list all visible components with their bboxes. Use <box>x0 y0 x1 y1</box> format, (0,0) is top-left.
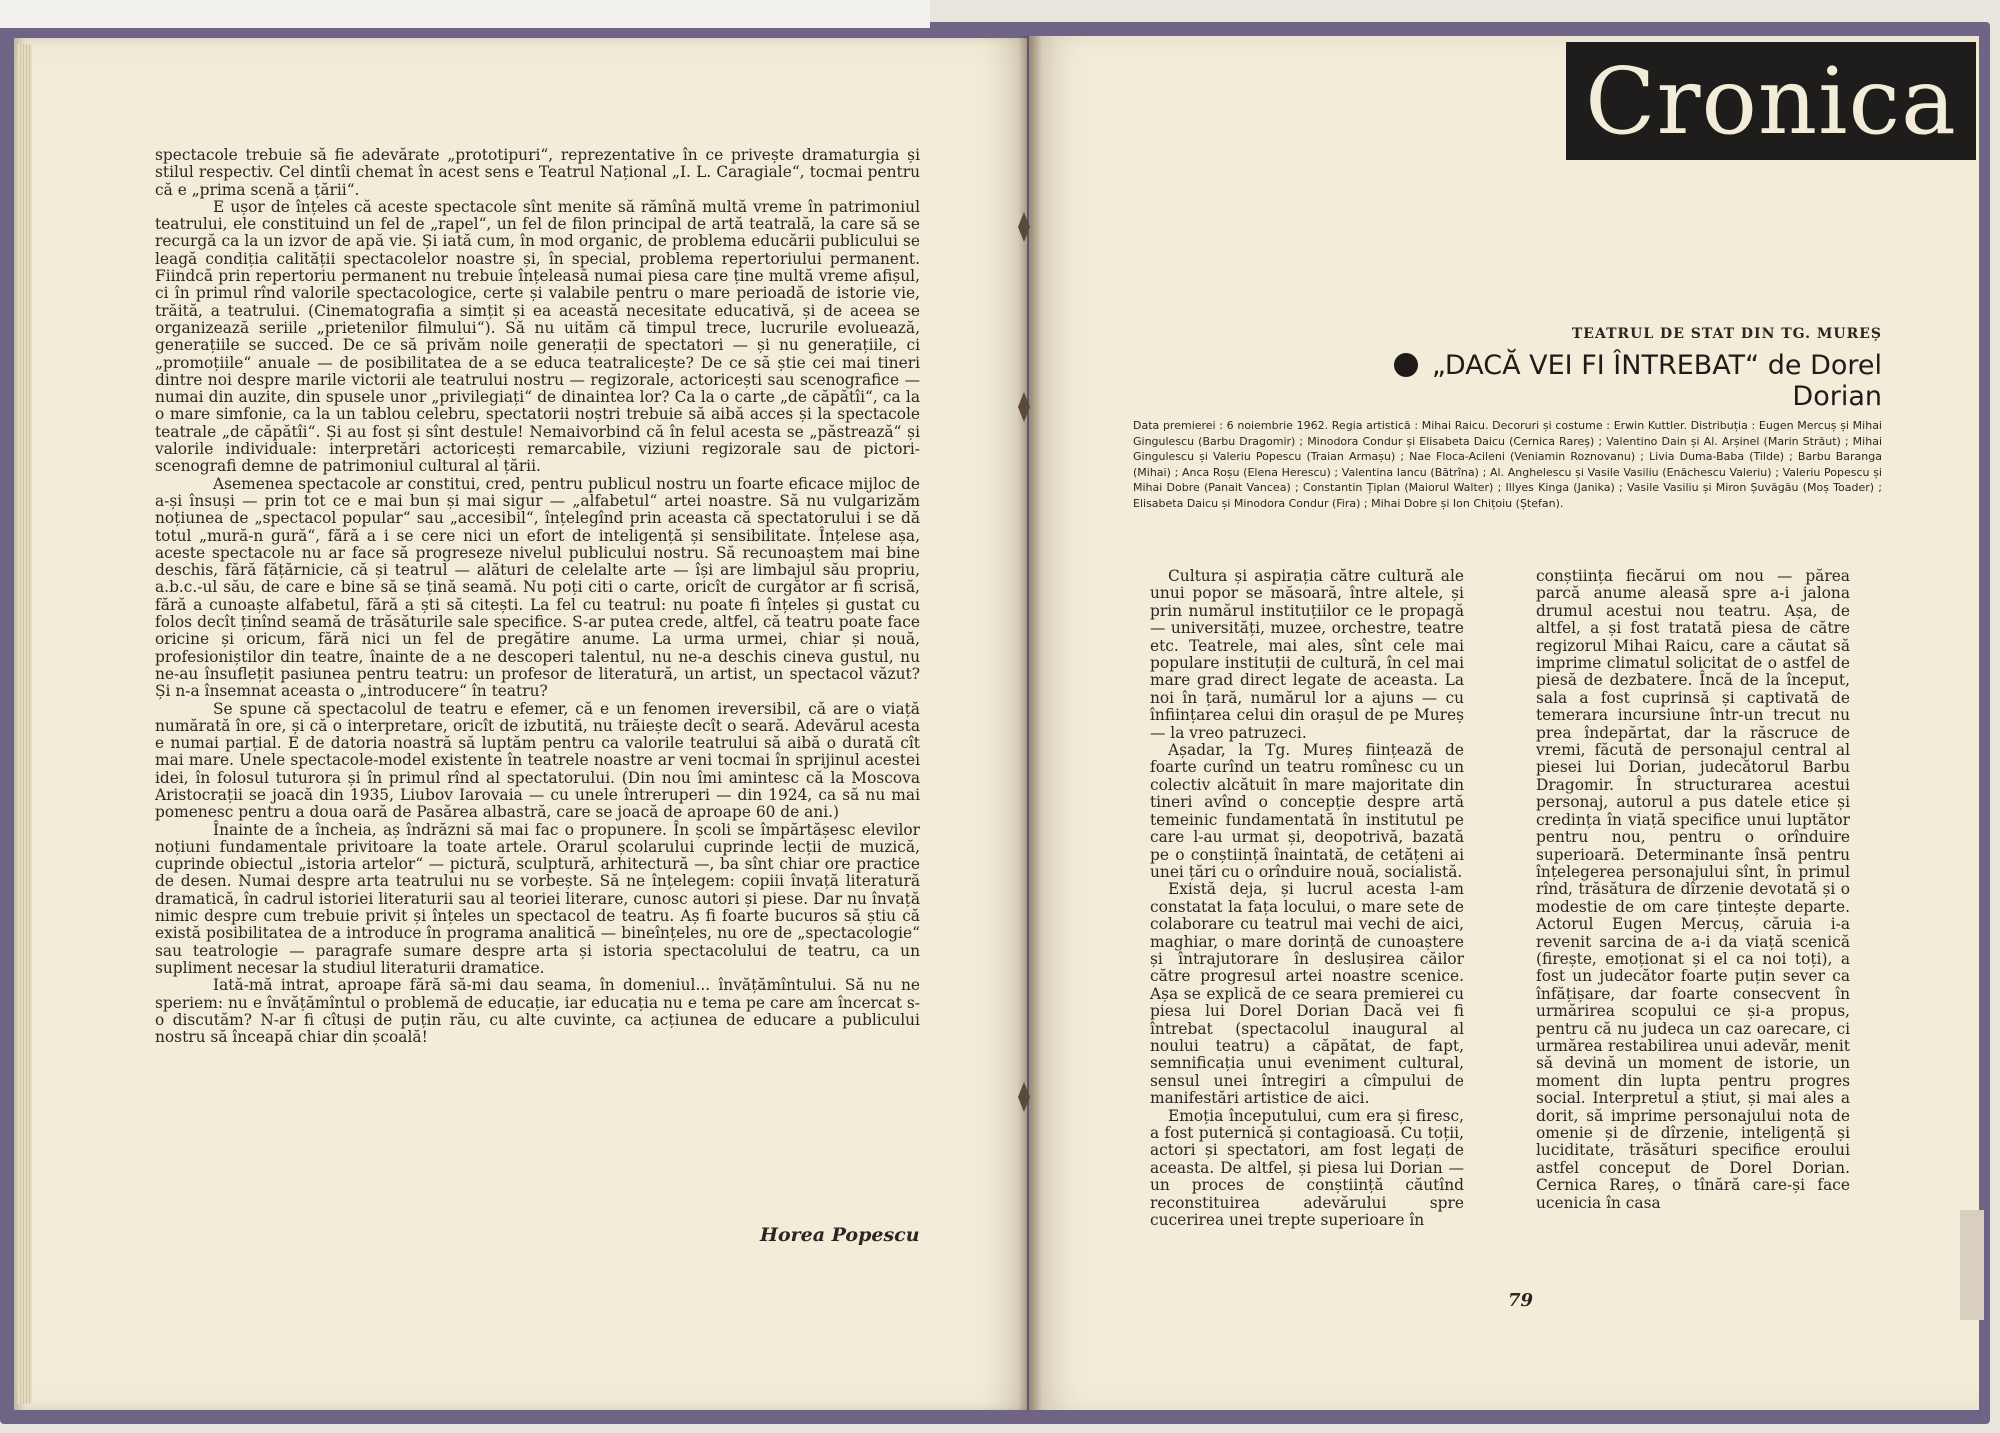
masthead-title: Cronica <box>1585 47 1957 155</box>
review-column-1 <box>1150 568 1464 1229</box>
book-spine <box>1018 36 1042 1410</box>
background-page-edge <box>0 0 930 28</box>
theatre-name: TEATRUL DE STAT DIN TG. MUREȘ <box>1571 326 1882 342</box>
paragraph: conștiința fiecărui om nou — părea parcă anume aleasă spre a-i jalona drumul acestui nou teatru. Așa, de altfel, a și fost tratată piesa de către regizorul Mihai Raicu, care a căutat să imprime climatul solicitat de o astfel de piesă de dezbatere. Încă de la început, sala a fost cuprinsă și captivată de temerara incursiune într-un trecut nu prea îndepărtat, dar la răscruce de vremi, făcută de personajul central al piesei lui Dorian, judecătorul Barbu Dragomir. În structurarea acestui personaj, autorul a pus datele etice și credința în viață specifice unui luptător pentru nou, pentru o orînduire superioară. Determinante însă pentru înțelegerea personajului sînt, în primul rînd, trăsătura de dîrzenie devotată și o modestie de om care țintește departe. Actorul Eugen Mercuș, căruia i-a revenit sarcina de a-i da viață scenică (firește, emoționat și el ca noi toți), a fost un judecător foarte puțin sever ca înfățișare, dar foarte consecvent în urmărirea scopului ce și-a propus, pentru că nu judeca un caz oarecare, ci urmărea restabilirea unui adevăr, menit să devină un moment de istorie, un moment din lupta pentru progres social. Interpretul a știut, și mai ales a dorit, să imprime personajului nota de omenie și de dîrzenie, inteligență și luciditate, trăsături specifice eroului astfel conceput de Dorel Dorian. Cernica Rareș, o tînără care-și face ucenicia în casa <box>1536 567 1850 1212</box>
paragraph: spectacole trebuie să fie adevărate „prototipuri“, reprezentative în ce privește dramaturgia și stilul respectiv. Cel dintîi chemat în acest sens e Teatrul Național „I. L. Caragiale“, tocmai pentru că e „prima scenă a țării“. <box>155 146 920 199</box>
author-signature: Horea Popescu <box>760 1224 920 1246</box>
bullet-icon <box>1394 353 1418 377</box>
binding-stitch <box>1016 1082 1032 1112</box>
paragraph: Emoția începutului, cum era și firesc, a fost puternică și contagioasă. Cu toții, actori și spectatori, am fost legați de aceasta. De altfel, și piesa lui Dorian — un proces de conștiință căutînd reconstituirea adevărului spre cucerirea unei trepte superioare în <box>1150 1106 1464 1230</box>
page-number: 79 <box>1508 1290 1534 1311</box>
left-article-body <box>155 147 920 1046</box>
paragraph: Se spune că spectacolul de teatru e efemer, că e un fenomen ireversibil, că are o viață numărată în ore, și că o interpretare, oricît de izbutită, nu trăiește decît o seară. Adevărul acesta e numai parțial. E de datoria noastră să luptăm pentru ca valorile teatrului să aibă o durată cît mai mare. Unele spectacole-model existente în teatrele noastre ar veni tocmai în sprijinul acestei idei, în folosul tuturora și în primul rînd al spectatorului. (Din nou îmi amintesc că la Moscova Aristocrații se joacă din 1935, Liubov Iarovaia — cu unele întreruperi — din 1924, ca să nu mai pomenesc pentru a doua oară de Pasărea albastră, care se joacă de aproape 60 de ani.) <box>155 699 920 822</box>
paragraph: Iată-mă intrat, aproape fără să-mi dau seama, în domeniul... învățămîntului. Să nu ne speriem: nu e învățămîntul o problemă de educație, iar educația nu e tema pe care am încercat s-o discutăm? N-ar fi cîtuși de puțin rău, cu alte cuvinte, ca acțiunea de educare a publicului nostru să înceapă chiar din școală! <box>155 976 920 1047</box>
section-masthead <box>1566 42 1976 160</box>
play-title: „DACĂ VEI FI ÎNTREBAT“ de Dorel Dorian <box>1431 350 1882 412</box>
paragraph: Există deja, și lucrul acesta l-am constatat la fața locului, o mare sete de colaborare cu teatrul mai vechi de aici, maghiar, o mare dorință de cunoaștere și întrajutorare în deslușirea căilor către progresul artei noastre scenice. Așa se explică de ce seara premierei cu piesa lui Dorel Dorian Dacă vei fi întrebat (spectacolul inaugural al noului teatru) a căpătat, de fapt, semnificația unui eveniment cultural, sensul unei întregiri a cîmpului de manifestări artistice de aici. <box>1150 880 1464 1108</box>
paragraph: Înainte de a încheia, aș îndrăzni să mai fac o propunere. În școli se împărtășesc elevilor noțiuni fundamentale privitoare la toate artele. Orarul școlarului cuprinde lecții de muzică, cuprinde obiectul „istoria artelor“ — pictură, sculptură, arhitectură —, ba sînt chiar ore practice de desen. Numai despre arta teatrului nu se vorbește. Să ne înțelegem: copiii învață literatură dramatică, în cadrul istoriei literaturii sau al teoriei literare, cunosc autori și piese. Dar nu învață nimic despre cum trebuie privit și înțeles un spectacol de teatru. Aș fi foarte bucuros să știu că există posibilitatea de a introduce în programa analitică — bineînțeles, nu ore de „spectacologie“ sau teatrologie — paragrafe sumare despre arta și istoria spectacolului de teatru, ca un supliment necesar la studiul literaturii dramatice. <box>155 820 920 977</box>
play-title-line <box>1324 350 1882 412</box>
page-edges <box>18 44 32 1404</box>
paragraph: Cultura și aspirația către cultură ale unui popor se măsoară, între altele, și prin numărul instituțiilor ce le propagă — universități, muzee, orchestre, teatre etc. Teatrele, mai ales, sînt cele mai populare instituții de cultură, în cel mai mare grad direct legate de aceasta. La noi în țară, numărul lor a ajuns — cu înființarea celui din orașul de pe Mureș — la vreo patruzeci. <box>1150 567 1464 742</box>
page-tab <box>1960 1210 1984 1320</box>
review-column-2 <box>1536 568 1850 1212</box>
paragraph: Asemenea spectacole ar constitui, cred, pentru publicul nostru un foarte eficace mijloc de a-și însuși — prin tot ce e mai bun și mai sigur — „alfabetul“ artei noastre. Să nu vulgarizăm noțiunea de „spectacol popular“ sau „accesibil“, înțelegînd prin aceasta că spectatorului i se dă totul „mură-n gură“, fără a i se cere nici un efort de inteligență și sensibilitate. Înțelese așa, aceste spectacole nu ar face să progreseze nivelul publicului nostru. Să recunoaștem mai bine deschis, fără fățărnicie, că și teatrul — alături de celelalte arte — își are limbajul său propriu, a.b.c.-ul său, de care e bine să se țină seamă. Nu poți citi o carte, oricît de curgător ar fi scrisă, fără a cunoaște alfabetul, fără a ști să citești. La fel cu teatrul: nu poate fi înțeles și gustat cu folos decît ținînd seamă de trăsăturile sale specifice. S-ar putea crede, altfel, că teatru poate face oricine și oricum, fără nici un fel de pregătire anume. La urma urmei, chiar și nouă, profesioniștilor din teatre, înainte de a ne descoperi talentul, nu ne-a deschis cineva gustul, nu ne-au însuflețit pasiunea pentru teatru: un profesor de literatură, un artist, un spectacol văzut? Și n-a însemnat aceasta o „introducere“ în teatru? <box>155 474 920 701</box>
paragraph: Așadar, la Tg. Mureș ființează de foarte curînd un teatru romînesc cu un colectiv alcătuit în mare majoritate din tineri avînd o concepție despre artă temeinic fundamentată în institutul pe care l-au urmat și, deopotrivă, bazată pe o conștiință înaintată, de cetățeni ai unei țări cu o orînduire nouă, socialistă. <box>1150 741 1464 881</box>
binding-stitch <box>1016 392 1032 422</box>
binding-stitch <box>1016 212 1032 242</box>
cast-credits: Data premierei : 6 noiembrie 1962. Regia artistică : Mihai Raicu. Decoruri și costume : Erwin Kuttler. Distribuția : Eugen Mercuș și Mihai Gingulescu (Barbu Dragomir) ; Minodora Condur și Elisabeta Daicu (Cernica Rareș) ; Valentino Dain și Al. Arșinel (Marin Străut) ; Mihai Gingulescu și Valeriu Popescu (Traian Armașu) ; Nae Floca-Acileni (Veniamin Roznovanu) ; Livia Duma-Baba (Tilde) ; Barbu Baranga (Mihai) ; Anca Roșu (Elena Herescu) ; Valentina Iancu (Bătrîna) ; Al. Anghelescu și Vasile Vasiliu (Enăchescu Valeriu) ; Valeriu Popescu și Mihai Dobre (Panait Vancea) ; Constantin Țiplan (Maiorul Walter) ; Illyes Kinga (Janika) ; Vasile Vasiliu și Miron Șuvăgău (Moș Toader) ; Elisabeta Daicu și Minodora Condur (Fira) ; Mihai Dobre și Ion Chițoiu (Ștefan). <box>1133 419 1882 510</box>
paragraph: E ușor de înțeles că aceste spectacole sînt menite să rămînă multă vreme în patrimoniul teatrului, ele constituind un fel de „rapel“, un fel de filon principal de artă teatrală, la care să se recurgă ca la un izvor de apă vie. Și iată cum, în mod organic, de problema educării publicului se leagă condiția calității spectacolelor noastre și, în special, problema repertoriului permanent. Fiindcă prin repertoriu permanent nu trebuie înțeleasă numai piesa care ține multă vreme afișul, ci în primul rînd valorile spectacologice, certe și valabile pentru o mare perioadă de istorie vie, trăită, a teatrului. (Cinematografia a simțit și ea această necesitate educativă, și de aceea se organizează seriile „prietenilor filmului“). Să nu uităm că timpul trece, lucrurile evoluează, generațiile se succed. De ce să privăm noile generații de spectatori — și nu generațiile, ci „promoțiile“ anuale — de posibilitatea de a se educa teatralicește? De ce să știe cei mai tineri dintre noi despre marile victorii ale teatrului nostru — regizorale, actoricești sau scenografice — numai din auzite, din spusele unor „privilegiați“ de dinaintea lor? Ca la o carte „de căpătîi“, ca la o mare simfonie, ca la un tablou celebru, spectatorii noștri trebuie să aibă acces și la spectacole teatrale „de căpătîi“. Și au fost și sînt destule! Nemaivorbind că în felul acesta se „păstrează“ și valorile individuale: interpretări actoricești remarcabile, viziuni regizorale sau de pictori-scenografi demne de patrimoniul cultural al țării. <box>155 197 920 476</box>
